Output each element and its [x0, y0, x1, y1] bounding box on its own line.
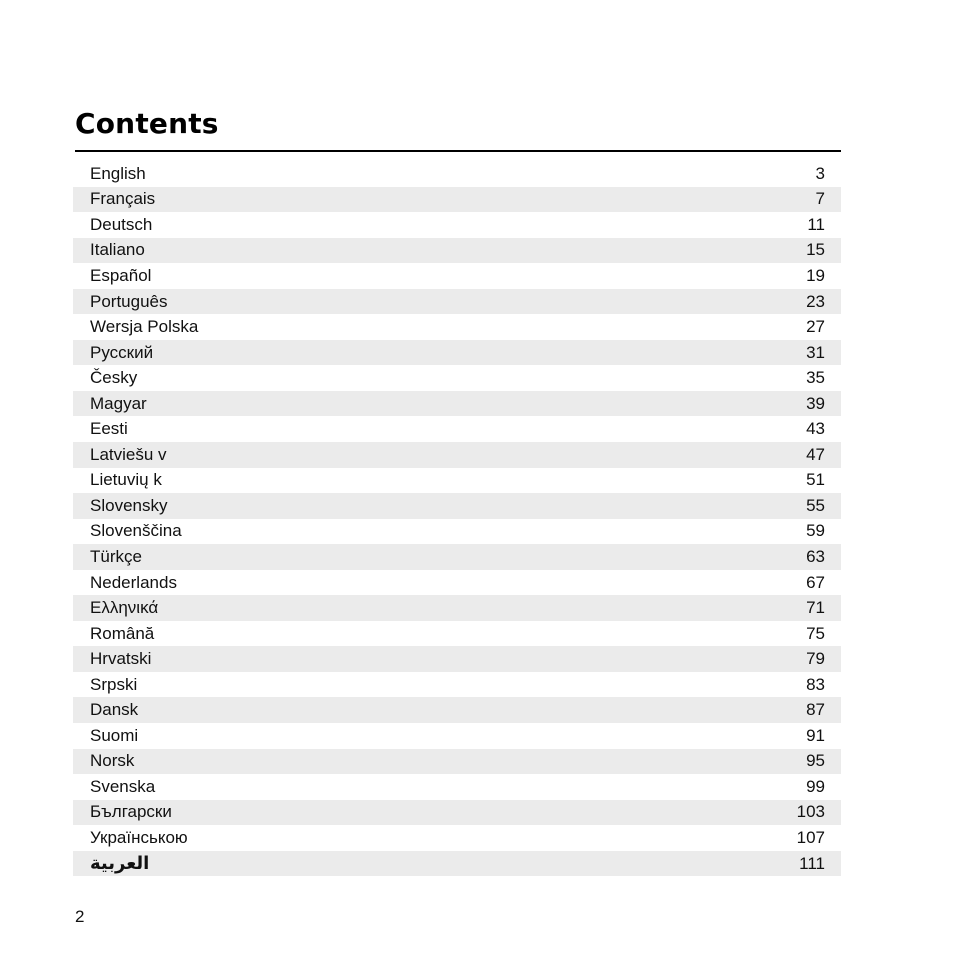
- toc-language-label: Français: [90, 189, 156, 209]
- toc-row[interactable]: [73, 161, 841, 187]
- toc-page-number: 111: [799, 853, 825, 873]
- toc-language-label: Nederlands: [90, 572, 177, 592]
- toc-row[interactable]: [73, 723, 841, 749]
- toc-page-number: 83: [806, 674, 825, 694]
- toc-page-number: 67: [806, 572, 825, 592]
- toc-row[interactable]: [73, 212, 841, 238]
- toc-language-label: English: [90, 163, 146, 183]
- toc-page-number: 35: [806, 368, 825, 388]
- toc-page-number: 23: [806, 291, 825, 311]
- toc-page-number: 27: [806, 317, 825, 337]
- toc-row[interactable]: [73, 519, 841, 545]
- toc-row[interactable]: [73, 289, 841, 315]
- toc-row[interactable]: [73, 749, 841, 775]
- toc-page-number: 19: [806, 265, 825, 285]
- toc-page-number: 63: [806, 546, 825, 566]
- toc-language-label: Magyar: [90, 393, 147, 413]
- toc-language-label: Norsk: [90, 751, 135, 771]
- toc-page-number: 91: [806, 725, 825, 745]
- toc-page-number: 75: [806, 623, 825, 643]
- toc-language-label: Ελληνικά: [90, 598, 159, 618]
- page-title: Contents: [75, 107, 219, 140]
- toc-page-number: 95: [806, 751, 825, 771]
- toc-language-label: Slovensky: [90, 495, 168, 515]
- toc-row[interactable]: [73, 646, 841, 672]
- toc-language-label: Deutsch: [90, 214, 153, 234]
- toc-page-number: 107: [796, 827, 825, 847]
- toc-page-number: 59: [806, 521, 825, 541]
- toc-language-label: Česky: [90, 368, 138, 388]
- toc-row[interactable]: [73, 570, 841, 596]
- toc-language-label: Slovenščina: [90, 521, 182, 541]
- toc-row[interactable]: [73, 314, 841, 340]
- toc-language-label: Wersja Polska: [90, 317, 199, 337]
- toc-page-number: 39: [806, 393, 825, 413]
- toc-row[interactable]: [73, 697, 841, 723]
- toc-row[interactable]: [73, 774, 841, 800]
- toc-row[interactable]: [73, 468, 841, 494]
- toc-language-label: Русский: [90, 342, 154, 362]
- toc-row[interactable]: [73, 238, 841, 264]
- toc-language-label: Español: [90, 265, 152, 285]
- toc-row[interactable]: [73, 263, 841, 289]
- toc-row[interactable]: [73, 365, 841, 391]
- toc-row[interactable]: [73, 442, 841, 468]
- toc-row[interactable]: [73, 800, 841, 826]
- toc-language-label: Suomi: [90, 725, 139, 745]
- toc-page-number: 71: [806, 598, 825, 618]
- toc-page-number: 55: [806, 495, 825, 515]
- toc-page-number: 87: [806, 700, 825, 720]
- toc-page-number: 103: [796, 802, 825, 822]
- toc-row[interactable]: [73, 391, 841, 417]
- toc-language-label: Srpski: [90, 674, 138, 694]
- toc-language-label: Svenska: [90, 776, 156, 796]
- toc-row[interactable]: [73, 187, 841, 213]
- toc-page-number: 43: [806, 419, 825, 439]
- toc-language-label: Türkçe: [90, 546, 142, 566]
- toc-row[interactable]: [73, 621, 841, 647]
- toc-language-label: Hrvatski: [90, 649, 152, 669]
- toc-row[interactable]: [73, 595, 841, 621]
- toc-page-number: 3: [815, 163, 825, 183]
- toc-page-number: 7: [815, 189, 825, 209]
- toc-row[interactable]: [73, 416, 841, 442]
- toc-language-label: Română: [90, 623, 155, 643]
- toc-row[interactable]: [73, 851, 841, 877]
- toc-language-label: Lietuvių k: [90, 470, 162, 490]
- title-divider: [75, 150, 841, 152]
- toc-row[interactable]: [73, 825, 841, 851]
- toc-language-label: العربية: [90, 853, 150, 875]
- toc-page-number: 31: [806, 342, 825, 362]
- toc-page-number: 51: [806, 470, 825, 490]
- toc-page-number: 99: [806, 776, 825, 796]
- toc-language-label: Português: [90, 291, 168, 311]
- toc-language-label: Italiano: [90, 240, 145, 260]
- toc-page-number: 47: [806, 444, 825, 464]
- toc-row[interactable]: [73, 493, 841, 519]
- toc-page-number: 11: [807, 214, 825, 234]
- toc-language-label: Latviešu v: [90, 444, 167, 464]
- toc-language-label: Українською: [90, 827, 188, 847]
- toc-language-label: Eesti: [90, 419, 128, 439]
- toc-language-label: Български: [90, 802, 172, 822]
- toc-row[interactable]: [73, 544, 841, 570]
- contents-list: [73, 161, 841, 876]
- toc-language-label: Dansk: [90, 700, 139, 720]
- toc-row[interactable]: [73, 672, 841, 698]
- page-number: 2: [75, 907, 85, 926]
- toc-page-number: 15: [806, 240, 825, 260]
- toc-page-number: 79: [806, 649, 825, 669]
- toc-row[interactable]: [73, 340, 841, 366]
